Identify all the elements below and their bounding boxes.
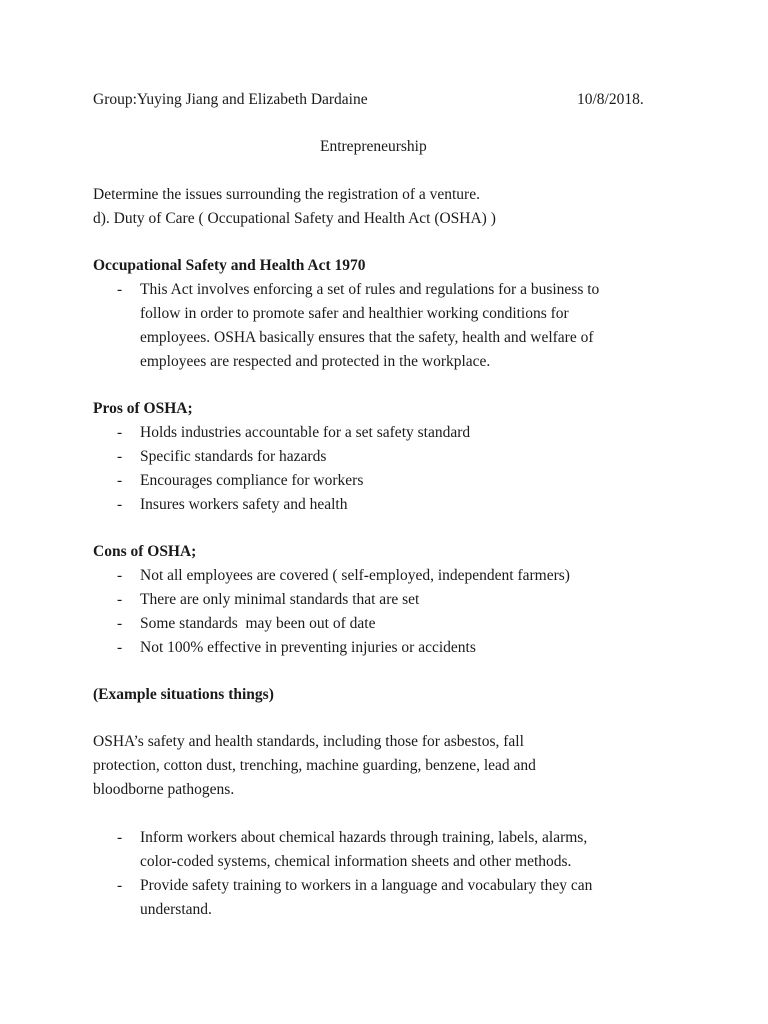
act-description-line: employees are respected and protected in the workplace. — [140, 353, 491, 370]
examples-paragraph-line: OSHA’s safety and health standards, including those for asbestos, fall — [93, 733, 524, 750]
act-heading: Occupational Safety and Health Act 1970 — [93, 257, 366, 274]
bullet-dash: - — [117, 472, 123, 489]
examples-bullet-line: Provide safety training to workers in a language and vocabulary they can — [140, 877, 593, 894]
cons-item: Not all employees are covered ( self-employed, independent farmers) — [140, 567, 570, 584]
act-description-line: follow in order to promote safer and healthier working conditions for — [140, 305, 569, 322]
intro-line-2: d). Duty of Care ( Occupational Safety and Health Act (OSHA) ) — [93, 210, 496, 227]
act-description-line: employees. OSHA basically ensures that the safety, health and welfare of — [140, 329, 594, 346]
act-description-line: This Act involves enforcing a set of rules and regulations for a business to — [140, 281, 600, 298]
cons-item: Some standards may been out of date — [140, 615, 376, 632]
cons-item: There are only minimal standards that are set — [140, 591, 420, 608]
bullet-dash: - — [117, 615, 123, 632]
pros-item: Specific standards for hazards — [140, 448, 327, 465]
document-title: Entrepreneurship — [320, 138, 427, 155]
bullet-dash: - — [117, 424, 123, 441]
cons-item: Not 100% effective in preventing injuries or accidents — [140, 639, 476, 656]
cons-heading: Cons of OSHA; — [93, 543, 197, 560]
document-date: 10/8/2018. — [577, 91, 644, 108]
examples-paragraph-line: protection, cotton dust, trenching, machine guarding, benzene, lead and — [93, 757, 536, 774]
bullet-dash: - — [117, 281, 123, 298]
bullet-dash: - — [117, 877, 123, 894]
bullet-dash: - — [117, 829, 123, 846]
examples-bullet-line: color-coded systems, chemical information sheets and other methods. — [140, 853, 572, 870]
intro-line-1: Determine the issues surrounding the registration of a venture. — [93, 186, 480, 203]
pros-item: Insures workers safety and health — [140, 496, 348, 513]
bullet-dash: - — [117, 639, 123, 656]
bullet-dash: - — [117, 496, 123, 513]
bullet-dash: - — [117, 591, 123, 608]
pros-item: Holds industries accountable for a set safety standard — [140, 424, 471, 441]
examples-bullet-line: Inform workers about chemical hazards through training, labels, alarms, — [140, 829, 588, 846]
pros-heading: Pros of OSHA; — [93, 400, 193, 417]
examples-paragraph-line: bloodborne pathogens. — [93, 781, 235, 798]
pros-item: Encourages compliance for workers — [140, 472, 364, 489]
examples-bullet-line: understand. — [140, 901, 212, 918]
group-names: Group:Yuying Jiang and Elizabeth Dardaine — [93, 91, 368, 108]
bullet-dash: - — [117, 448, 123, 465]
examples-heading: (Example situations things) — [93, 686, 274, 703]
bullet-dash: - — [117, 567, 123, 584]
